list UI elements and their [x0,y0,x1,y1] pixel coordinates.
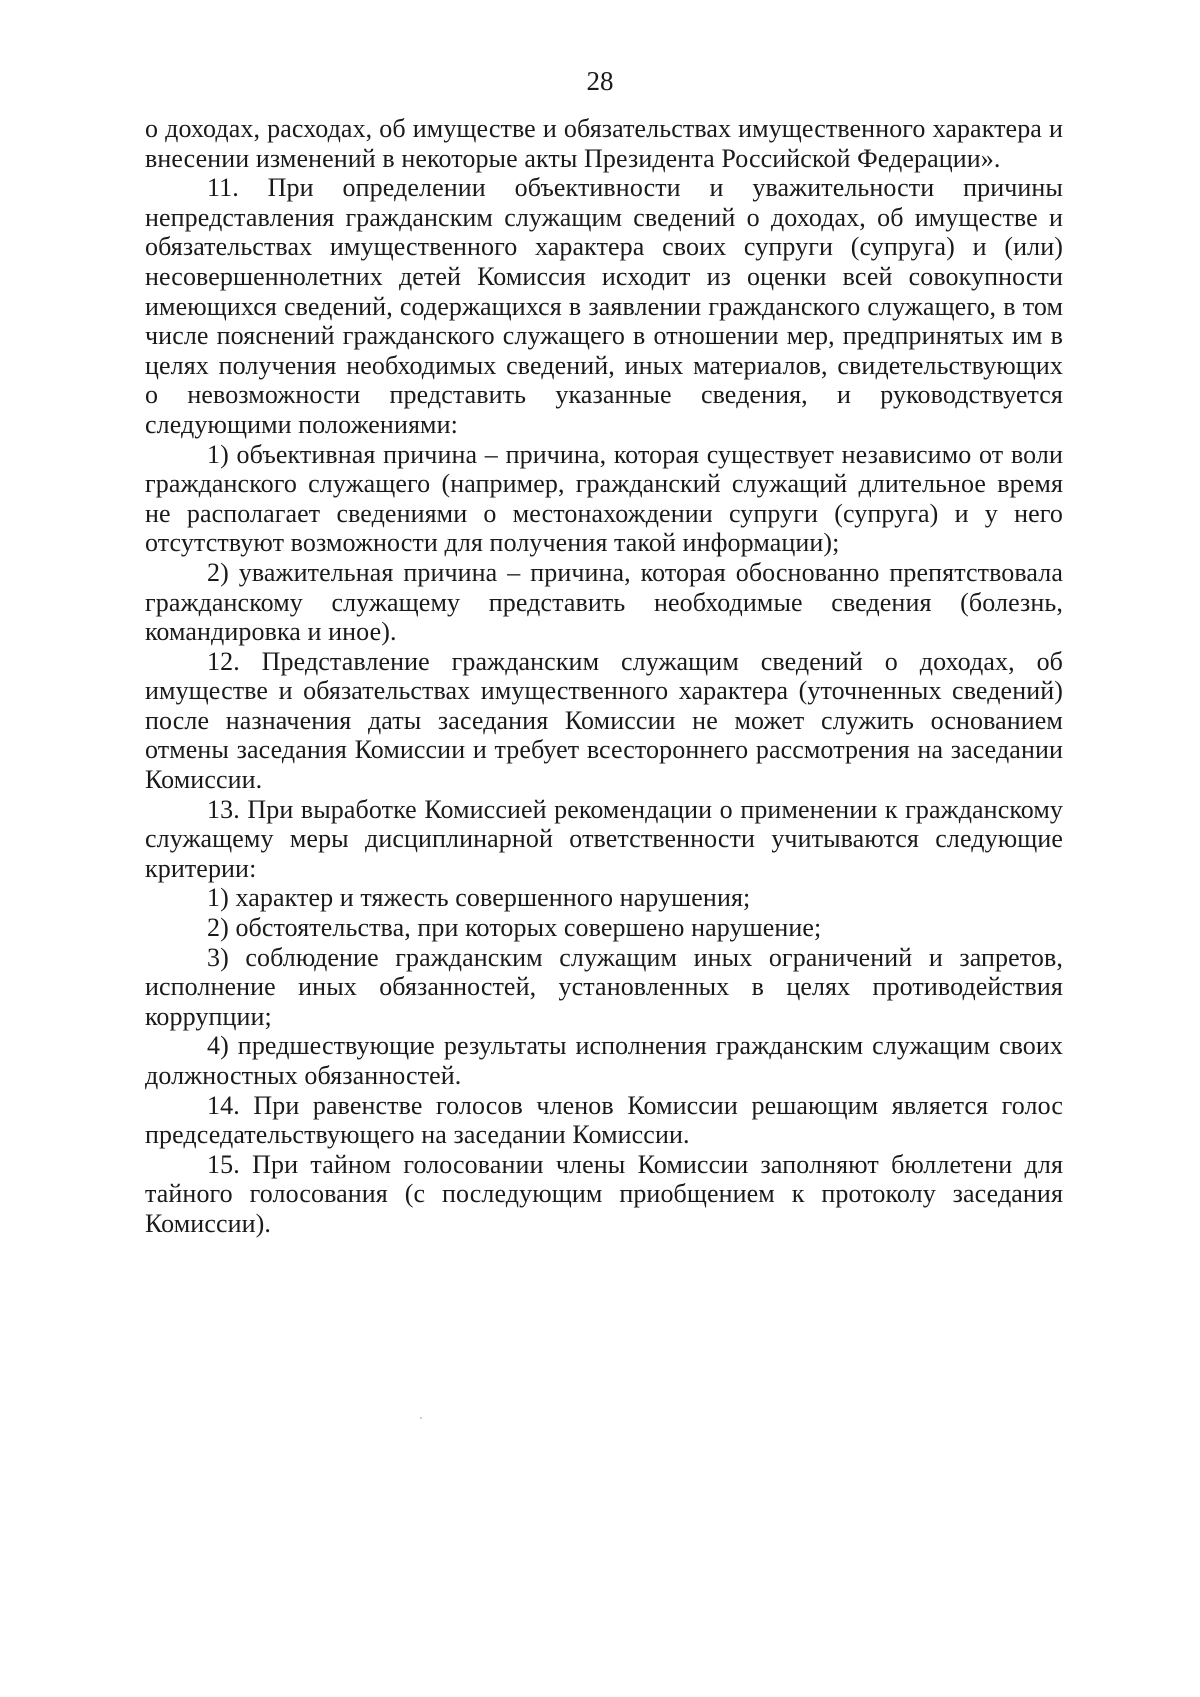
document-body [145,114,1063,1239]
scan-speck [420,1417,422,1419]
paragraph-item-15: 15. При тайном голосовании члены Комиссии заполняют бюллетени для тайного голосования (с последующим приобщением к протоколу заседания Комиссии). [145,1149,1063,1238]
paragraph-criterion-4: 4) предшествующие результаты исполнения гражданским служащим своих должностных обязанностей. [145,1031,1063,1090]
paragraph-subitem-2: 2) уважительная причина – причина, которая обоснованно препятствовала гражданскому служащему представить необходимые сведения (болезнь, командировка и иное). [145,557,1063,647]
paragraph-subitem-1: 1) объективная причина – причина, которая существует независимо от воли гражданского служащего (например, гражданский служащий длительное время не располагает сведениями о местонахождении супруги (супруга) и у него отсутствуют возможности для получения такой информации); [145,439,1063,558]
paragraph-item-11: 11. При определении объективности и уважительности причины непредставления гражданским служащим сведений о доходах, об имуществе и обязательствах имущественного характера своих супруги (супруга) и (или) несовершеннолетних детей Комиссия исходит из оценки всей совокупности имеющихся сведений, содержащихся в заявлении гражданского служащего, в том числе пояснений гражданского служащего в отношении мер, предпринятых им в целях получения необходимых сведений, иных материалов, свидетельствующих о невозможности представить указанные сведения, и руководствуется следующими положениями: [145,173,1063,439]
paragraph-criterion-3: 3) соблюдение гражданским служащим иных ограничений и запретов, исполнение иных обязанностей, установленных в целях противодействия коррупции; [145,942,1063,1031]
paragraph-continuation: о доходах, расходах, об имуществе и обязательствах имущественного характера и внесении изменений в некоторые акты Президента Российской Федерации». [145,114,1063,173]
paragraph-item-14: 14. При равенстве голосов членов Комиссии решающим является голос председательствующего на заседании Комиссии. [145,1090,1063,1150]
paragraph-criterion-2: 2) обстоятельства, при которых совершено нарушение; [207,913,822,943]
paragraph-item-12: 12. Представление гражданским служащим сведений о доходах, об имуществе и обязательствах имущественного характера (уточненных сведений) после назначения даты заседания Комиссии не может служить основанием отмены заседания Комиссии и требует всестороннего рассмотрения на заседании Комиссии. [145,646,1063,795]
page-number: 28 [586,66,614,96]
paragraph-criterion-1: 1) характер и тяжесть совершенного нарушения; [207,883,751,913]
paragraph-item-13: 13. При выработке Комиссией рекомендации о применении к гражданскому служащему меры дисциплинарной ответственности учитываются следующие критерии: [145,794,1063,883]
